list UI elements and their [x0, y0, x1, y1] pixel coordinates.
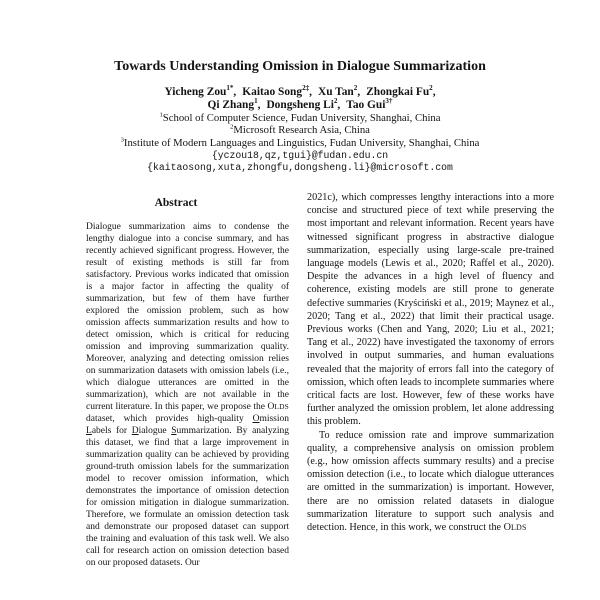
author-separator: ,	[309, 86, 312, 98]
author-separator: ,	[357, 86, 361, 98]
author-superscript: 2	[429, 84, 433, 93]
author-superscript: 1	[254, 97, 258, 106]
authors-line-1	[30, 86, 570, 99]
abstract-body: Dialogue summarization aims to condense the lengthy dialogue into a concise summary, and has recently achieved significant progress. However, the result of existing methods is still far from satisfactory. Previous works indicated that omission is a major factor in affecting the quality of summarization, but few of them have further explored the omission problem, such as how omission affects summarization results and how to detect omission, which is critical for reducing omission and improving summarization quality. Moreover, analyzing and detecting omission relies on summarization datasets with omission labels (i.e., which dialogue utterances are omitted in the summarization), which are not available in the current literature. In this paper, we propose the OLDS dataset, which provides high-quality Omission Labels for Dialogue Summarization. By analyzing this dataset, we find that a large improvement in summarization quality can be achieved by providing ground-truth omission labels for the summarization model to recover omission information, which demonstrates the importance of omission detection for omission mitigation in dialogue summarization. Therefore, we formulate an omission detection task and demonstrate our proposed dataset can support the training and evaluation of this task well. We also call for research action on omission detection based on our proposed datasets. Our	[86, 222, 289, 568]
author-superscript: 2	[353, 84, 358, 93]
author-name: Tao Gui	[346, 99, 386, 111]
author	[242, 86, 312, 98]
intro-paragraph-2: To reduce omission rate and improve summarization quality, a comprehensive analysis on omission problem (e.g., how omission affects summary results) and a precise omission detection (i.e., to locate which dialogue utterances are omitted in the summarization) is important. However, there are no omission related datasets in dialogue summarization literature to support such analysis and detection. Hence, in this work, we construct the OLDS	[307, 429, 554, 534]
author-name: Dongsheng Li	[266, 99, 334, 111]
affiliation-text: Institute of Modern Languages and Linguistics, Fudan University, Shanghai, China	[123, 136, 480, 149]
author-superscript: 1*	[226, 84, 234, 93]
author-name: Yicheng Zou	[164, 86, 227, 98]
author-separator: ,	[432, 86, 436, 98]
author	[164, 86, 236, 98]
author-superscript: 2	[333, 97, 338, 106]
author-name: Zhongkai Fu	[366, 86, 430, 98]
author	[266, 99, 340, 111]
right-column	[307, 191, 554, 534]
author-superscript: 2‡	[302, 84, 310, 93]
affiliation-text: School of Computer Science, Fudan University, Shanghai, China	[162, 112, 441, 124]
affiliation-1	[20, 112, 580, 124]
affiliation-3	[20, 137, 580, 149]
email-line-2: {kaitaosong,xuta,zhongfu,dongsheng.li}@microsoft.com	[147, 161, 453, 173]
abstract-heading: Abstract	[154, 197, 198, 209]
author-separator: ,	[257, 99, 261, 111]
author-name: Qi Zhang	[207, 99, 255, 111]
affiliation-superscript: 2	[230, 123, 234, 131]
author-separator: ,	[233, 86, 237, 98]
author-block	[30, 86, 570, 112]
author-separator: ,	[337, 99, 341, 111]
affiliation-superscript: 1	[159, 111, 163, 119]
email-line-1: {yczou18,qz,tgui}@fudan.edu.cn	[211, 150, 389, 161]
authors-line-2	[30, 99, 570, 112]
author	[208, 99, 261, 111]
author	[318, 86, 360, 98]
affiliation-2	[20, 124, 580, 136]
intro-paragraph-1: 2021c), which compresses lengthy interactions into a more concise and structured piece of text while preserving the most important and relevant information. Recent years have witnessed significant progress in abstractive dialogue summarization, especially using large-scale pre-trained language models (Lewis et al., 2020; Raffel et al., 2020). Despite the advances in a high level of fluency and coherence, existing models are still prone to generate defective summaries (Kryściński et al., 2019; Maynez et al., 2020; Tang et al., 2022) that limit their practical usage. Previous works (Chen and Yang, 2020; Liu et al., 2021; Tang et al., 2022) have investigated the taxonomy of errors involved in output summaries, and human evaluations revealed that the majority of errors fall into the category of omission, which often leads to incomplete summaries where critical facts are lost. However, few of these works have further analyzed the omission problem, let alone addressing this problem.	[307, 192, 554, 428]
author	[346, 99, 392, 111]
affiliation-block	[20, 112, 580, 149]
paper-title: Towards Understanding Omission in Dialogue Summarization	[114, 59, 486, 74]
author-name: Xu Tan	[317, 86, 354, 98]
affiliation-superscript: 3	[120, 136, 124, 144]
email-block	[20, 150, 580, 173]
affiliation-text: Microsoft Research Asia, China	[233, 124, 370, 137]
left-column	[57, 197, 295, 569]
author-superscript: 3†	[385, 97, 393, 106]
author	[366, 86, 435, 98]
author-name: Kaitao Song	[242, 86, 303, 98]
